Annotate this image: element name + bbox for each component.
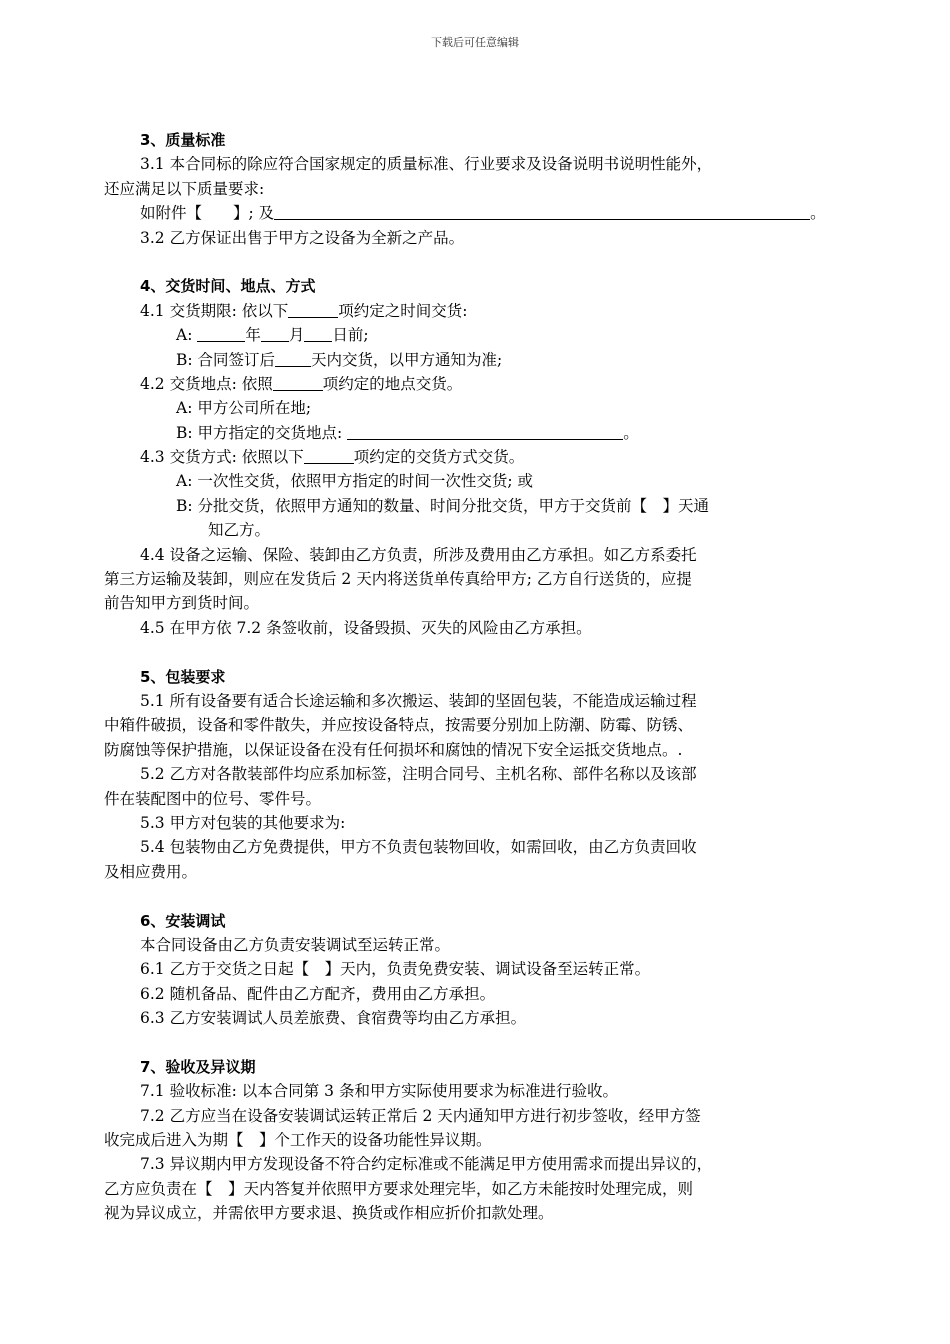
clause-4-3-tail: 项约定的交货方式交货。 <box>353 448 525 467</box>
clause-7-3-cont2: 视为异议成立，并需依甲方要求退、换货或作相应折价扣款处理。 <box>104 1204 554 1223</box>
clause-4-4-cont1: 第三方运输及装卸，则应在发货后 2 天内将送货单传真给甲方; 乙方自行送货的，应提 <box>104 570 692 589</box>
clause-5-4-cont: 及相应费用。 <box>104 862 198 881</box>
period: 。 <box>810 204 826 223</box>
clause-3-1-attachment <box>104 201 854 225</box>
clause-4-2-tail: 项约定的地点交货。 <box>322 374 463 393</box>
month-blank[interactable] <box>261 324 289 342</box>
clause-6-1: 6.1 乙方于交货之日起【 】天内，负责免费安装、调试设备至运转正常。 <box>140 960 651 979</box>
year-label: 年 <box>245 326 261 345</box>
delivery-term-option-blank[interactable] <box>288 300 338 318</box>
section-title-packaging: 5、包装要求 <box>140 667 226 686</box>
clause-4-3 <box>104 445 854 469</box>
clause-5-1-cont2: 防腐蚀等保护措施，以保证设备在没有任何损坏和腐蚀的情况下安全运抵交货地点。. <box>104 740 683 759</box>
option-b-tail: 天内交货，以甲方通知为准; <box>311 350 503 369</box>
section-title-delivery: 4、交货时间、地点、方式 <box>140 277 316 296</box>
option-4-2-b <box>104 421 854 445</box>
section-6-intro: 本合同设备由乙方负责安装调试至运转正常。 <box>140 935 451 954</box>
option-4-3-b-cont: 知乙方。 <box>208 521 271 540</box>
clause-7-3-cont1: 乙方应负责在【 】天内答复并依照甲方要求处理完毕，如乙方未能按时处理完成，则 <box>104 1179 694 1198</box>
day-blank[interactable] <box>304 324 332 342</box>
option-4-1-b <box>104 348 854 372</box>
clause-5-1-cont1: 中箱件破损，设备和零件散失，并应按设备特点，按需要分别加上防潮、防霉、防锈、 <box>104 716 694 735</box>
attachment-label: 如附件【 】; 及 <box>140 204 275 223</box>
clause-7-3: 7.3 异议期内甲方发现设备不符合约定标准或不能满足甲方使用需求而提出异议的， <box>140 1155 713 1174</box>
day-label: 日前; <box>332 326 369 345</box>
option-4-2-b-label: B: 甲方指定的交货地点: <box>176 423 348 442</box>
section-title-acceptance: 7、验收及异议期 <box>140 1057 256 1076</box>
clause-4-4-cont2: 前告知甲方到货时间。 <box>104 594 260 613</box>
option-a-label: A: <box>176 326 198 345</box>
section-title-quality: 3、质量标准 <box>140 131 226 149</box>
delivery-method-option-blank[interactable] <box>304 446 354 464</box>
clause-3-1-cont: 还应满足以下质量要求: <box>104 179 265 198</box>
option-4-3-a: A: 一次性交货，依照甲方指定的时间一次性交货; 或 <box>176 472 533 491</box>
clause-3-1: 3.1 本合同标的除应符合国家规定的质量标准、行业要求及设备说明书说明性能外， <box>140 155 713 174</box>
clause-4-1-label: 4.1 交货期限: 依以下 <box>140 301 289 320</box>
period: 。 <box>623 423 639 442</box>
clause-5-4: 5.4 包装物由乙方免费提供，甲方不负责包装物回收，如需回收，由乙方负责回收 <box>140 838 697 857</box>
option-4-3-b: B: 分批交货，依照甲方通知的数量、时间分批交货，甲方于交货前【 】天通 <box>176 496 710 515</box>
clause-7-2-cont: 收完成后进入为期【 】个工作天的设备功能性异议期。 <box>104 1131 492 1150</box>
delivery-address-blank[interactable] <box>347 422 623 440</box>
option-b-label: B: 合同签订后 <box>176 350 276 369</box>
clause-4-4: 4.4 设备之运输、保险、装卸由乙方负责，所涉及费用由乙方承担。如乙方系委托 <box>140 545 697 564</box>
page-header: 下载后可任意编辑 <box>431 36 519 49</box>
clause-5-1: 5.1 所有设备要有适合长途运输和多次搬运、装卸的坚固包装，不能造成运输过程 <box>140 691 697 710</box>
section-title-installation: 6、安装调试 <box>140 911 226 930</box>
clause-5-2-cont: 件在装配图中的位号、零件号。 <box>104 789 322 808</box>
clause-3-2: 3.2 乙方保证出售于甲方之设备为全新之产品。 <box>140 228 465 247</box>
month-label: 月 <box>288 326 305 345</box>
clause-4-3-label: 4.3 交货方式: 依照以下 <box>140 448 304 467</box>
clause-4-5: 4.5 在甲方依 7.2 条签收前，设备毁损、灭失的风险由乙方承担。 <box>140 618 592 637</box>
option-4-2-a: A: 甲方公司所在地; <box>176 399 312 418</box>
clause-4-1-tail: 项约定之时间交货: <box>338 301 468 320</box>
clause-7-1: 7.1 验收标准: 以本合同第 3 条和甲方实际使用要求为标准进行验收。 <box>140 1082 618 1101</box>
clause-7-2: 7.2 乙方应当在设备安装调试运转正常后 2 天内通知甲方进行初步签收，经甲方签 <box>140 1106 701 1125</box>
clause-5-3: 5.3 甲方对包装的其他要求为: <box>140 813 346 832</box>
clause-4-1 <box>104 299 854 323</box>
quality-requirement-blank[interactable] <box>274 202 810 220</box>
year-blank[interactable] <box>197 324 245 342</box>
clause-4-2-label: 4.2 交货地点: 依照 <box>140 374 273 393</box>
clause-6-2: 6.2 随机备品、配件由乙方配齐，费用由乙方承担。 <box>140 984 496 1003</box>
clause-6-3: 6.3 乙方安装调试人员差旅费、食宿费等均由乙方承担。 <box>140 1009 527 1028</box>
delivery-place-option-blank[interactable] <box>273 373 323 391</box>
clause-4-2 <box>104 372 854 396</box>
delivery-days-blank[interactable] <box>275 349 311 367</box>
option-4-1-a <box>104 323 854 347</box>
contract-body <box>104 128 854 1226</box>
clause-5-2: 5.2 乙方对各散装部件均应系加标签，注明合同号、主机名称、部件名称以及该部 <box>140 765 697 784</box>
